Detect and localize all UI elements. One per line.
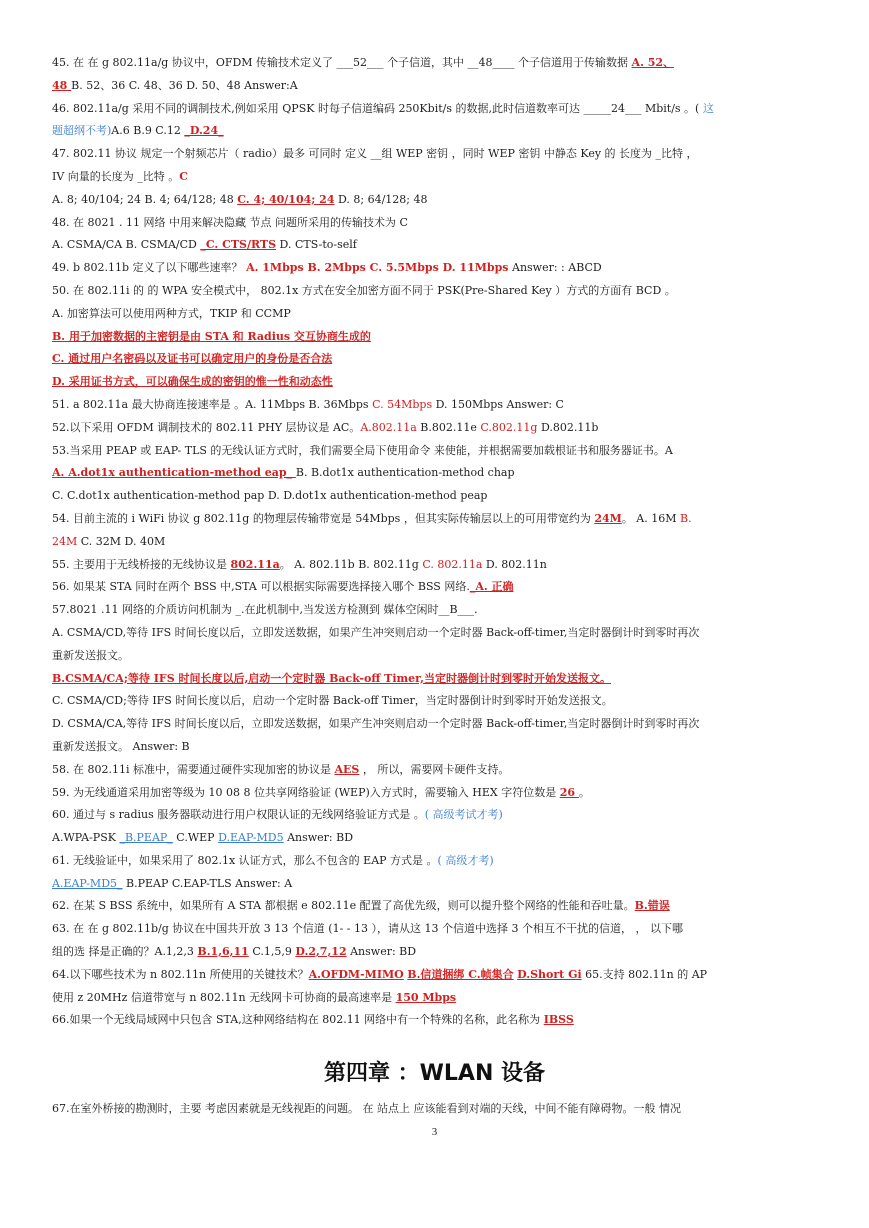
- text-run: C. 802.11a: [422, 557, 483, 571]
- text-run: 题超纲不考): [52, 124, 112, 138]
- text-line: [52, 987, 822, 1010]
- text-run: 65.支持 802.11n 的 AP: [581, 967, 708, 981]
- page-number: 3: [431, 1126, 438, 1138]
- text-run: 26: [559, 785, 579, 799]
- text-run: C.1,5,9: [248, 945, 296, 959]
- text-run: 51. a 802.11a 最大协商连接速率是 。A. 11Mbps B. 36Mbps: [52, 397, 373, 411]
- text-line: [52, 918, 822, 941]
- text-run: A.EAP-MD5_: [52, 876, 123, 890]
- text-run: B.802.11e: [416, 420, 481, 434]
- text-run: C.802.11g: [480, 420, 538, 434]
- text-line: [52, 394, 822, 417]
- text-run: 56. 如果某 STA 同时在两个 BSS 中,STA 可以根据实际需要选择接入哪个 BSS 网络.: [52, 580, 470, 594]
- text-run: Answer: BD: [346, 945, 417, 959]
- paragraph-67: 67.在室外桥接的勘测时，主要 考虑因素就是无线视距的问题。 在 站点上 应该能看到对端的天线，中间不能有障碍物。一般 情况: [52, 1102, 681, 1115]
- text-line: [52, 212, 822, 235]
- text-run: B.信道捆绑 C.帧集合: [407, 967, 514, 981]
- text-run: AES: [334, 762, 360, 776]
- text-run: C. 54Mbps: [372, 397, 433, 411]
- text-run: B.CSMA/CA;等待 IFS 时间长度以后,启动一个定时器 Back-off Timer,当定时器倒计时到零时开始发送报文。: [52, 671, 612, 685]
- text-run: 52.以下采用 OFDM 调制技术的 802.11 PHY 层协议是 AC。: [52, 420, 361, 434]
- text-line: [52, 941, 822, 964]
- text-run: 62. 在某 S BSS 系统中，如果所有 A STA 都根据 e 802.11e 配置了高优先级，则可以提升整个网络的性能和吞吐量。: [52, 899, 635, 913]
- text-run: A.WPA-PSK: [52, 831, 120, 845]
- text-run: D. CSMA/CA,等待 IFS 时间长度以后，立即发送数据，如果产生冲突则启动一个定时器 Back-off-timer,当定时器倒计时到零时再次: [52, 717, 700, 731]
- text-line: [52, 645, 822, 668]
- text-line: [52, 895, 822, 918]
- text-run: 60. 通过与 s radius 服务器联动进行用户权限认证的无线网络验证方式是 。: [52, 808, 425, 822]
- text-run: Answer: : ABCD: [508, 261, 602, 275]
- text-run: A. CSMA/CD,等待 IFS 时间长度以后，立即发送数据，如果产生冲突则启动一个定时器 Back-off-timer,当定时器倒计时到零时再次: [52, 625, 700, 639]
- text-run: A.OFDM-MIMO: [308, 967, 404, 981]
- text-line: [52, 440, 822, 463]
- text-line: [52, 257, 822, 280]
- text-line: [52, 690, 822, 713]
- text-line: [52, 531, 822, 554]
- text-run: 64.以下哪些技术为 n 802.11n 所使用的关键技术？: [52, 967, 309, 981]
- question-list: [52, 52, 822, 1032]
- text-run: A. 52、: [631, 56, 675, 69]
- text-line: [52, 143, 822, 166]
- text-run: 重新发送报文。 Answer: B: [52, 739, 190, 753]
- text-run: C: [179, 169, 189, 183]
- text-line: [52, 326, 822, 349]
- text-run: Answer: BD: [283, 831, 354, 845]
- text-line: [52, 371, 822, 394]
- text-run: D.802.11b: [537, 420, 599, 434]
- text-run: D.2,7,12: [295, 945, 347, 959]
- text-run: C. CSMA/CD;等待 IFS 时间长度以后，启动一个定时器 Back-off Timer，当定时器倒计时到零时开始发送报文。: [52, 694, 613, 708]
- text-line: [52, 348, 822, 371]
- text-run: A.802.11a: [360, 420, 417, 434]
- text-run: 组的选 择是正确的？A.1,2,3: [52, 945, 198, 959]
- text-line: [52, 554, 822, 577]
- text-line: [52, 280, 822, 303]
- text-run: 150 Mbps: [395, 990, 457, 1004]
- text-line: [52, 234, 822, 257]
- text-run: B. 52、36 C. 48、36 D. 50、48 Answer:A: [71, 78, 298, 92]
- text-run: 。 A. 16M: [621, 511, 681, 525]
- text-run: IBSS: [543, 1013, 574, 1027]
- text-line: [52, 508, 822, 531]
- text-run: 24M: [594, 511, 622, 525]
- text-run: D. 8; 64/128; 48: [334, 192, 428, 206]
- text-run: 这: [702, 101, 714, 115]
- text-run: B.: [680, 511, 692, 525]
- text-run: _D.24_: [184, 124, 224, 138]
- text-run: C. C.dot1x authentication-method pap D. D.dot1x authentication-method peap: [52, 489, 488, 503]
- text-line: [52, 599, 822, 622]
- text-run: 66.如果一个无线局域网中只包含 STA,这种网络结构在 802.11 网络中有一个特殊的名称，此名称为: [52, 1013, 544, 1027]
- text-run: A. 1Mbps B. 2Mbps C. 5.5Mbps D. 11Mbps: [246, 261, 509, 275]
- text-run: 48. 在 8021 . 11 网络 中用来解决隐藏 节点 问题所采用的传输技术为 C: [52, 215, 408, 229]
- text-line: [52, 576, 822, 599]
- text-line: [52, 736, 822, 759]
- text-run: D. 150Mbps Answer: C: [432, 397, 564, 411]
- text-run: 46. 802.11a/g 采用不同的调制技术,例如采用 QPSK 时每子信道编码 250Kbit/s 的数据,此时信道数率可达 _____24___ Mbit/s 。(: [52, 101, 703, 115]
- text-run: 使用 z 20MHz 信道带宽与 n 802.11n 无线网卡可协商的最高速率是: [52, 990, 396, 1004]
- text-run: D. CTS-to-self: [276, 238, 357, 252]
- text-run: IV 向量的长度为 _比特 。: [52, 169, 180, 183]
- text-run: 重新发送报文。: [52, 648, 129, 662]
- text-line: [52, 189, 822, 212]
- text-run: 55. 主要用于无线桥接的无线协议是: [52, 557, 231, 571]
- text-run: 。: [578, 785, 590, 799]
- text-run: 24M: [52, 534, 78, 548]
- text-line: [52, 782, 822, 805]
- text-line: [52, 873, 822, 896]
- text-run: 58. 在 802.11i 标准中，需要通过硬件实现加密的协议是: [52, 762, 335, 776]
- text-line: [52, 759, 822, 782]
- text-run: 48: [52, 78, 72, 92]
- text-line: [52, 462, 822, 485]
- text-run: 59. 为无线通道采用加密等级为 10 08 8 位共享网络验证 (WEP)入方式时，需要输入 HEX 字符位数是: [52, 785, 560, 799]
- text-line: [52, 303, 822, 326]
- text-run: ( 高级才考): [437, 853, 494, 867]
- text-run: A. 加密算法可以使用两种方式，TKIP 和 CCMP: [52, 306, 291, 320]
- text-run: ( 高级考试才考): [424, 808, 503, 822]
- text-line: [52, 622, 822, 645]
- text-line: [52, 52, 822, 75]
- text-run: _A. 正确: [469, 580, 514, 594]
- text-line: [52, 850, 822, 873]
- text-run: C. 32M D. 40M: [77, 534, 166, 548]
- text-run: 57.8021 .11 网络的介质访问机制为 _.在此机制中,当发送方检测到 媒体空闲时__B___.: [52, 603, 478, 617]
- text-line: [52, 166, 822, 189]
- text-run: 54. 目前主流的 i WiFi 协议 g 802.11g 的物理层传输带宽是 54Mbps ，但其实际传输层以上的可用带宽约为: [52, 511, 595, 525]
- text-run: A. A.dot1x authentication-method eap_: [52, 466, 296, 480]
- text-line: [52, 964, 822, 987]
- text-run: 61. 无线验证中，如果采用了 802.1x 认证方式，那么不包含的 EAP 方式是 。: [52, 853, 438, 867]
- chapter-title: 第四章 ：WLAN 设备: [323, 1061, 546, 1086]
- text-run: B.错误: [634, 899, 670, 913]
- text-run: 。 A. 802.11b B. 802.11g: [279, 557, 423, 571]
- text-run: C. 通过用户名密码以及证书可以确定用户的身份是否合法: [52, 352, 333, 366]
- text-run: 45. 在 在 g 802.11a/g 协议中，OFDM 传输技术定义了 ___52___ 个子信道，其中 __48____ 个子信道用于传输数据: [52, 56, 632, 69]
- text-run: _B.PEAP_: [119, 831, 173, 845]
- text-run: ， 所以，需要网卡硬件支持。: [359, 762, 510, 776]
- text-run: C.WEP: [172, 831, 219, 845]
- text-line: [52, 98, 822, 121]
- text-run: A. CSMA/CA B. CSMA/CD: [52, 238, 201, 252]
- text-line: [52, 417, 822, 440]
- text-line: [52, 120, 822, 143]
- text-run: D.EAP-MD5: [218, 831, 284, 845]
- text-run: 49. b 802.11b 定义了以下哪些速率？: [52, 261, 247, 275]
- text-run: B.PEAP C.EAP-TLS Answer: A: [122, 876, 293, 890]
- text-line: [52, 75, 822, 98]
- text-run: B. B.dot1x authentication-method chap: [295, 466, 515, 480]
- text-line: [52, 804, 822, 827]
- text-run: 63. 在 在 g 802.11b/g 协议在中国共开放 3 13 个信道 (1- - 13 ），请从这 13 个信道中选择 3 个相互不干扰的信道， ， 以下哪: [52, 922, 683, 936]
- text-run: D. 采用证书方式，可以确保生成的密钥的惟一性和动态性: [52, 375, 333, 389]
- text-run: B.1,6,11: [197, 945, 249, 959]
- text-run: 802.11a: [230, 557, 280, 571]
- text-run: 47. 802.11 协议 规定一个射频芯片（ radio）最多 可同时 定义 __组 WEP 密钥 ，同时 WEP 密钥 中静态 Key 的 长度为 _比特 ，: [52, 147, 698, 161]
- text-run: D.Short Gi: [517, 967, 582, 981]
- text-run: C. 4; 40/104; 24: [237, 192, 335, 206]
- text-run: D. 802.11n: [482, 557, 547, 571]
- text-line: [52, 485, 822, 508]
- text-line: [52, 1009, 822, 1032]
- text-run: 50. 在 802.11i 的 的 WPA 安全模式中， 802.1x 方式在安全加密方面不同于 PSK(Pre-Shared Key ）方式的方面有 BCD 。: [52, 283, 676, 297]
- text-run: A.6 B.9 C.12: [111, 124, 185, 138]
- text-run: A. 8; 40/104; 24 B. 4; 64/128; 48: [52, 192, 238, 206]
- text-run: 53.当采用 PEAP 或 EAP- TLS 的无线认证方式时，我们需要全局下使用命令 来使能，并根据需要加载根证书和服务器证书。A: [52, 443, 673, 457]
- text-line: [52, 713, 822, 736]
- text-line: [52, 668, 822, 691]
- text-run: B. 用于加密数据的主密钥是由 STA 和 Radius 交互协商生成的: [52, 329, 371, 343]
- text-run: _C. CTS/RTS: [200, 238, 277, 252]
- text-line: [52, 827, 822, 850]
